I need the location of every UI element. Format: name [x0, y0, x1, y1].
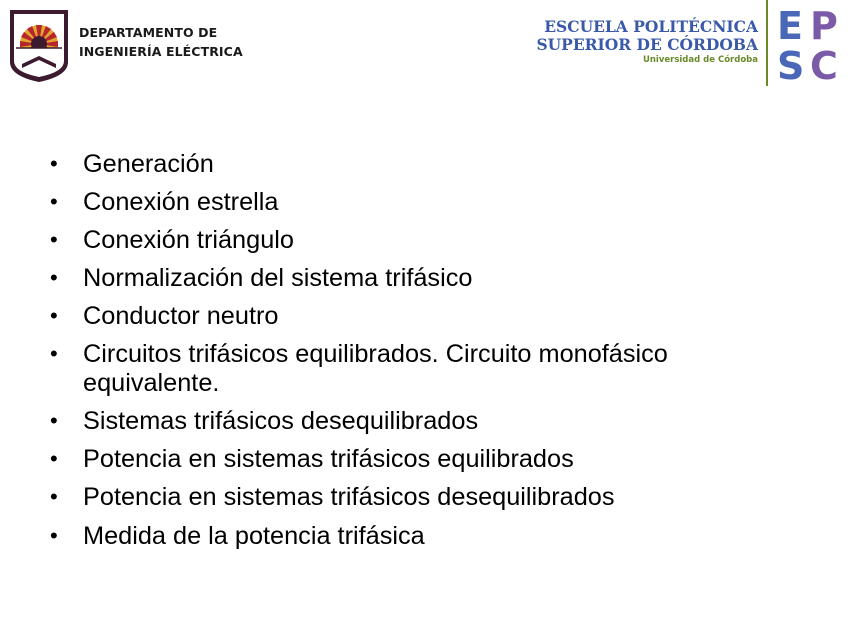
bullet-icon: •: [50, 484, 58, 510]
bullet-icon: •: [50, 189, 58, 215]
bullet-icon: •: [50, 151, 58, 176]
topic-list: [50, 150, 810, 560]
epsc-letter-e: E: [777, 4, 803, 48]
topic-item: [50, 340, 810, 397]
epsc-letter-c: C: [810, 44, 838, 82]
topic-item: [50, 407, 810, 436]
topic-text: Generación: [83, 150, 214, 178]
topic-item: [50, 226, 810, 255]
topic-item: [50, 302, 810, 331]
topic-text: Potencia en sistemas trifásicos desequilibrados: [83, 483, 615, 512]
topic-text: Sistemas trifásicos desequilibrados: [83, 407, 479, 436]
school-line-2: SUPERIOR DE CÓRDOBA: [536, 35, 758, 54]
department-line-2: INGENIERÍA ELÉCTRICA: [79, 44, 243, 59]
topic-item: [50, 150, 810, 179]
topic-text: Conductor neutro: [83, 302, 279, 331]
bullet-icon: •: [50, 408, 58, 434]
header-divider: [766, 0, 768, 86]
topic-item: [50, 445, 810, 474]
department-line-1: DEPARTAMENTO DE: [79, 25, 218, 40]
university-seal-icon: [8, 6, 70, 84]
bullet-icon: •: [50, 227, 58, 253]
bullet-icon: •: [50, 303, 58, 329]
bullet-icon: •: [50, 446, 58, 472]
department-name: [79, 23, 243, 61]
epsc-letter-p: P: [810, 4, 838, 48]
bullet-icon: •: [50, 265, 58, 291]
topic-text: Conexión triángulo: [83, 226, 294, 255]
topic-item: [50, 483, 810, 512]
topic-item: [50, 188, 810, 217]
epsc-logo: [776, 4, 844, 82]
topic-item: [50, 522, 810, 551]
bullet-icon: •: [50, 522, 58, 548]
topic-text: Potencia en sistemas trifásicos equilibrados: [83, 445, 574, 474]
school-name: [536, 18, 758, 66]
epsc-letter-s: S: [777, 44, 805, 82]
topic-text: Circuitos trifásicos equilibrados. Circuito monofásico equivalente.: [83, 340, 668, 398]
school-line-1: ESCUELA POLITÉCNICA: [544, 17, 758, 36]
bullet-icon: •: [50, 341, 58, 367]
topic-item: [50, 264, 810, 293]
topic-text: Medida de la potencia trifásica: [83, 521, 425, 550]
topic-text: Normalización del sistema trifásico: [83, 264, 473, 293]
university-name: Universidad de Córdoba: [642, 55, 758, 65]
topic-text: Conexión estrella: [83, 188, 279, 217]
